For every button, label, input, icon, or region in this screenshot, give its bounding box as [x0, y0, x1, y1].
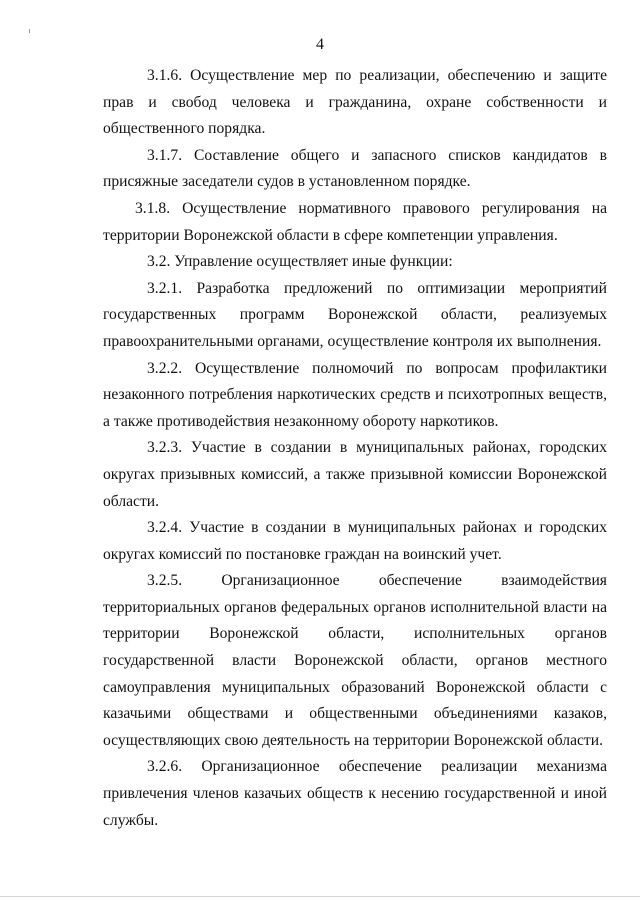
scan-artifact — [29, 29, 30, 33]
document-body — [103, 63, 607, 834]
paragraph-3-2-2: 3.2.2. Осуществление полномочий по вопросам профилактики незаконного потребления наркотических средств и психотропных веществ, а также противодействия незаконному обороту наркотиков. — [103, 359, 607, 430]
paragraph-3-1-7: 3.1.7. Составление общего и запасного списков кандидатов в присяжные заседатели судов в установленном порядке. — [103, 146, 607, 191]
paragraph-3-1-6: 3.1.6. Осуществление мер по реализации, обеспечению и защите прав и свобод человека и гражданина, охране собственности и общественного порядка. — [103, 67, 607, 138]
paragraph-3-1-8: 3.1.8. Осуществление нормативного правового регулирования на территории Воронежской области в сфере компетенции управления. — [103, 199, 607, 244]
paragraph-3-2-5: 3.2.5. Организационное обеспечение взаимодействия территориальных органов федеральных органов исполнительной власти на территории Воронежской области, исполнительных органов государственной власти Воронежской области, органов местного самоуправления муниципальных образований Воронежской области с казачьими обществами и общественными объединениями казаков, осуществляющих свою деятельность на территории Воронежской области. — [103, 572, 607, 749]
bottom-edge-line — [0, 896, 640, 897]
paragraph-3-2-3: 3.2.3. Участие в создании в муниципальных районах, городских округах призывных комиссий, а также призывной комиссии Воронежской области. — [103, 439, 607, 510]
paragraph-3-2-6: 3.2.6. Организационное обеспечение реализации механизма привлечения членов казачьих обществ к несению государственной и иной службы. — [103, 758, 607, 829]
paragraph-3-2-4: 3.2.4. Участие в создании в муниципальных районах и городских округах комиссий по постановке граждан на воинский учет. — [103, 519, 607, 563]
paragraph-3-2-1: 3.2.1. Разработка предложений по оптимизации мероприятий государственных программ Воронежской области, реализуемых правоохранительными органами, осуществление контроля их выполнения. — [103, 279, 607, 350]
page-number: 4 — [316, 36, 324, 53]
paragraph-3-2: 3.2. Управление осуществляет иные функции: — [147, 253, 453, 271]
